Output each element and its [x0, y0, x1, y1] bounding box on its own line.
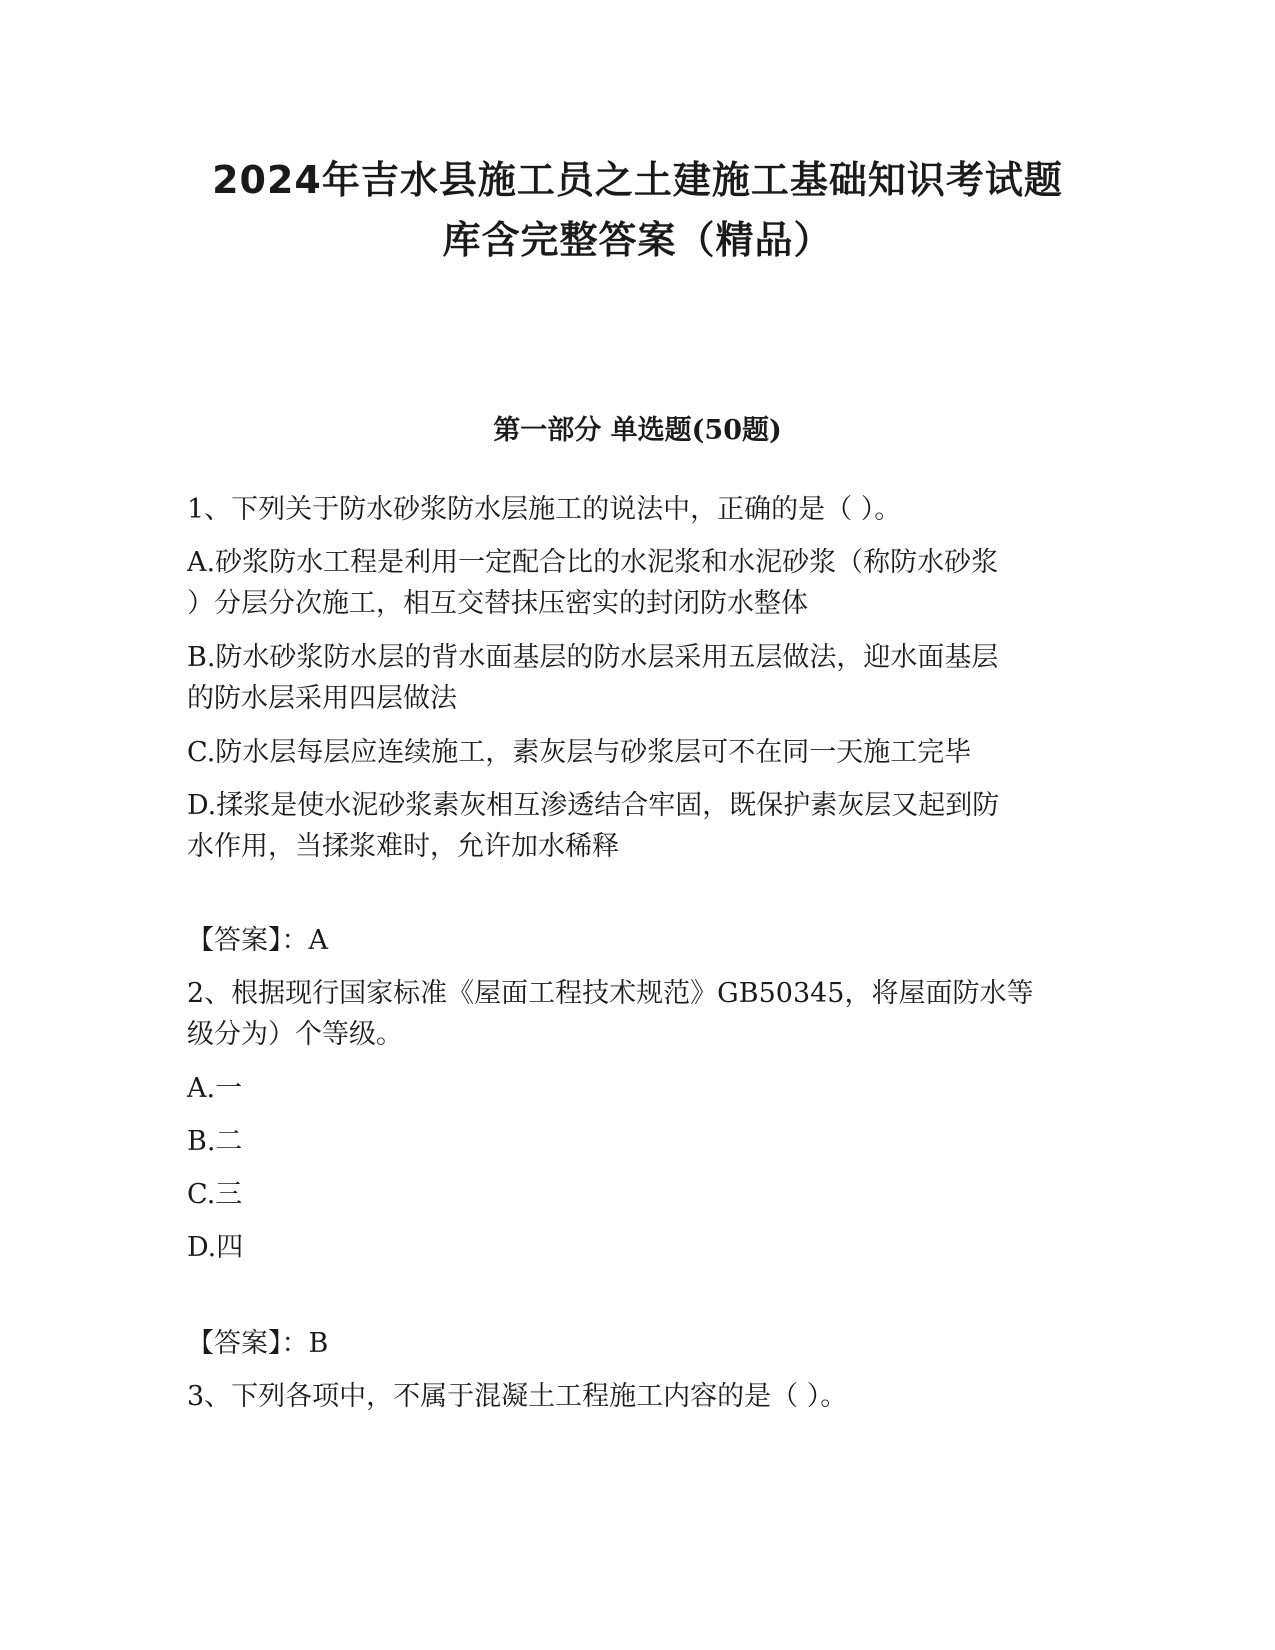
question-1-answer: 【答案】：A	[187, 925, 328, 956]
question-2-answer: 【答案】：B	[187, 1328, 329, 1359]
question-2-option-c: C.三	[187, 1179, 243, 1210]
question-2-stem: 2、根据现行国家标准《屋面工程技术规范》GB50345，将屋面防水等	[187, 978, 1034, 1009]
question-2-stem-cont: 级分为）个等级。	[187, 1019, 403, 1050]
question-1-option-d-cont: 水作用，当揉浆难时，允许加水稀释	[187, 831, 619, 862]
question-1-option-b-cont: 的防水层采用四层做法	[187, 683, 457, 714]
question-3-stem: 3、下列各项中，不属于混凝土工程施工内容的是（ ）。	[187, 1381, 848, 1412]
question-1-option-c: C.防水层每层应连续施工，素灰层与砂浆层可不在同一天施工完毕	[187, 737, 972, 768]
question-1-option-a-cont: ）分层分次施工，相互交替抹压密实的封闭防水整体	[187, 588, 808, 619]
question-1-option-b: B.防水砂浆防水层的背水面基层的防水层采用五层做法，迎水面基层	[187, 642, 999, 673]
question-1-option-d: D.揉浆是使水泥砂浆素灰相互渗透结合牢固，既保护素灰层又起到防	[187, 790, 1000, 821]
document-title-line-1: 2024年吉水县施工员之土建施工基础知识考试题	[212, 158, 1063, 202]
section-heading: 第一部分 单选题(50题)	[493, 415, 782, 446]
document-title-line-2: 库含完整答案（精品）	[442, 218, 833, 262]
question-2-option-b: B.二	[187, 1126, 243, 1157]
question-2-option-a: A.一	[187, 1073, 243, 1104]
question-1-stem: 1、下列关于防水砂浆防水层施工的说法中，正确的是（ ）。	[187, 494, 902, 525]
question-2-option-d: D.四	[187, 1232, 244, 1263]
question-1-option-a: A.砂浆防水工程是利用一定配合比的水泥浆和水泥砂浆（称防水砂浆	[187, 547, 999, 578]
